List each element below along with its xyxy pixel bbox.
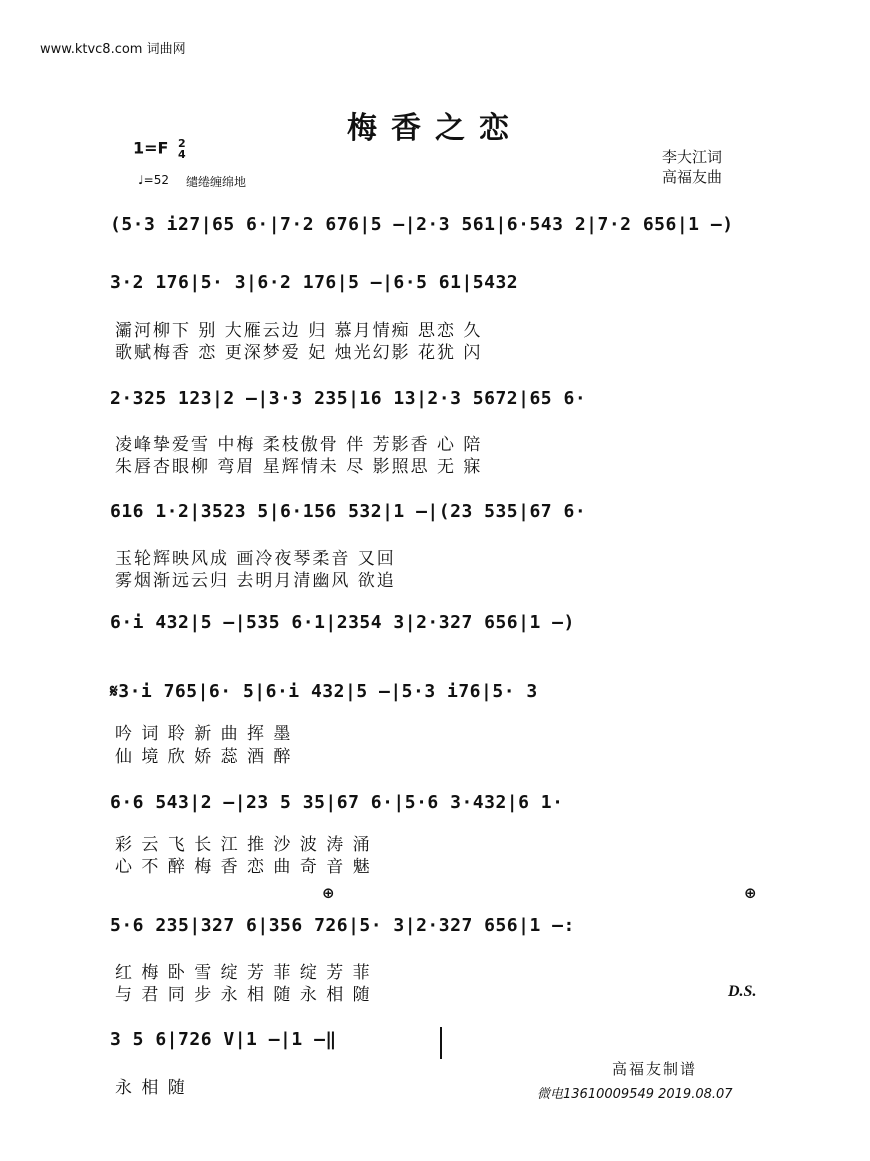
lyric-row-4-verse-2: 雾烟渐远云归 去明月清幽风 欲追 xyxy=(115,571,396,591)
dal-segno-mark: D.S. xyxy=(728,983,757,1000)
lyric-row-6-verse-2: 仙 境 欣 娇 蕊 酒 醉 xyxy=(115,747,293,767)
notation-row-9: 3 5 6|726 V|1 –|1 –‖ xyxy=(110,1029,337,1050)
coda-mark-end: ⊕ xyxy=(744,884,757,902)
arranger-credit: 高福友制谱 xyxy=(612,1060,698,1078)
notation-row-4: 616 1·2|3523 5|6·156 532|1 –|(23 535|67 6· xyxy=(110,501,587,522)
lyric-row-2-verse-2: 歌赋梅香 恋 更深梦爱 妃 烛光幻影 花犹 闪 xyxy=(115,343,483,363)
final-barline xyxy=(440,1027,442,1059)
lyric-row-8-verse-1: 红 梅 卧 雪 绽 芳 菲 绽 芳 菲 xyxy=(115,963,372,983)
expression-marking: 缱绻缠绵地 xyxy=(186,175,247,189)
lyric-row-9-verse-1: 永 相 随 xyxy=(115,1078,187,1098)
time-signature xyxy=(178,138,186,160)
lyric-row-6-verse-1: 吟 词 聆 新 曲 挥 墨 xyxy=(115,724,293,744)
lyric-row-3-verse-1: 凌峰挚爱雪 中梅 柔枝傲骨 伴 芳影香 心 陪 xyxy=(115,435,483,455)
lyric-row-3-verse-2: 朱唇杏眼柳 弯眉 星辉情未 尽 影照思 无 寐 xyxy=(115,457,483,477)
lyric-row-8-verse-2: 与 君 同 步 永 相 随 永 相 随 xyxy=(115,985,372,1005)
notation-row-3: 2·325 123|2 –|3·3 235|16 13|2·3 5672|65 6· xyxy=(110,388,587,409)
site-watermark: www.ktvc8.com 词曲网 xyxy=(40,42,186,57)
time-signature-top: 2 xyxy=(178,137,186,150)
notation-row-1: (5·3 i27|65 6·|7·2 676|5 –|2·3 561|6·543 2|7·2 656|1 –) xyxy=(110,214,734,235)
lyricist-credit: 李大江词 xyxy=(662,148,723,166)
song-title: 梅香之恋 xyxy=(347,111,523,146)
key-label: 1=F xyxy=(133,138,169,158)
contact-date: 微电13610009549 2019.08.07 xyxy=(537,1087,733,1102)
notation-row-2: 3·2 176|5· 3|6·2 176|5 –|6·5 61|5432 xyxy=(110,272,519,293)
notation-row-8: 5·6 235|327 6|356 726|5· 3|2·327 656|1 –: xyxy=(110,915,575,936)
lyric-row-7-verse-2: 心 不 醉 梅 香 恋 曲 奇 音 魅 xyxy=(115,857,372,877)
notation-row-6: 𝄋3·i 765|6· 5|6·i 432|5 –|5·3 i76|5· 3 xyxy=(110,681,538,702)
lyric-row-2-verse-1: 灞河柳下 别 大雁云边 归 慕月情痴 思恋 久 xyxy=(115,321,483,341)
notation-row-5: 6·i 432|5 –|535 6·1|2354 3|2·327 656|1 –) xyxy=(110,612,575,633)
time-signature-bottom: 4 xyxy=(178,148,186,161)
notation-row-7: 6·6 543|2 –|23 5 35|67 6·|5·6 3·432|6 1· xyxy=(110,792,564,813)
tempo-marking: ♩=52 xyxy=(138,173,169,187)
key-signature xyxy=(133,138,186,160)
lyric-row-7-verse-1: 彩 云 飞 长 江 推 沙 波 涛 涌 xyxy=(115,835,372,855)
coda-mark-start: ⊕ xyxy=(322,884,335,902)
composer-credit: 高福友曲 xyxy=(662,168,723,186)
lyric-row-4-verse-1: 玉轮辉映风成 画冷夜琴柔音 又回 xyxy=(115,549,396,569)
